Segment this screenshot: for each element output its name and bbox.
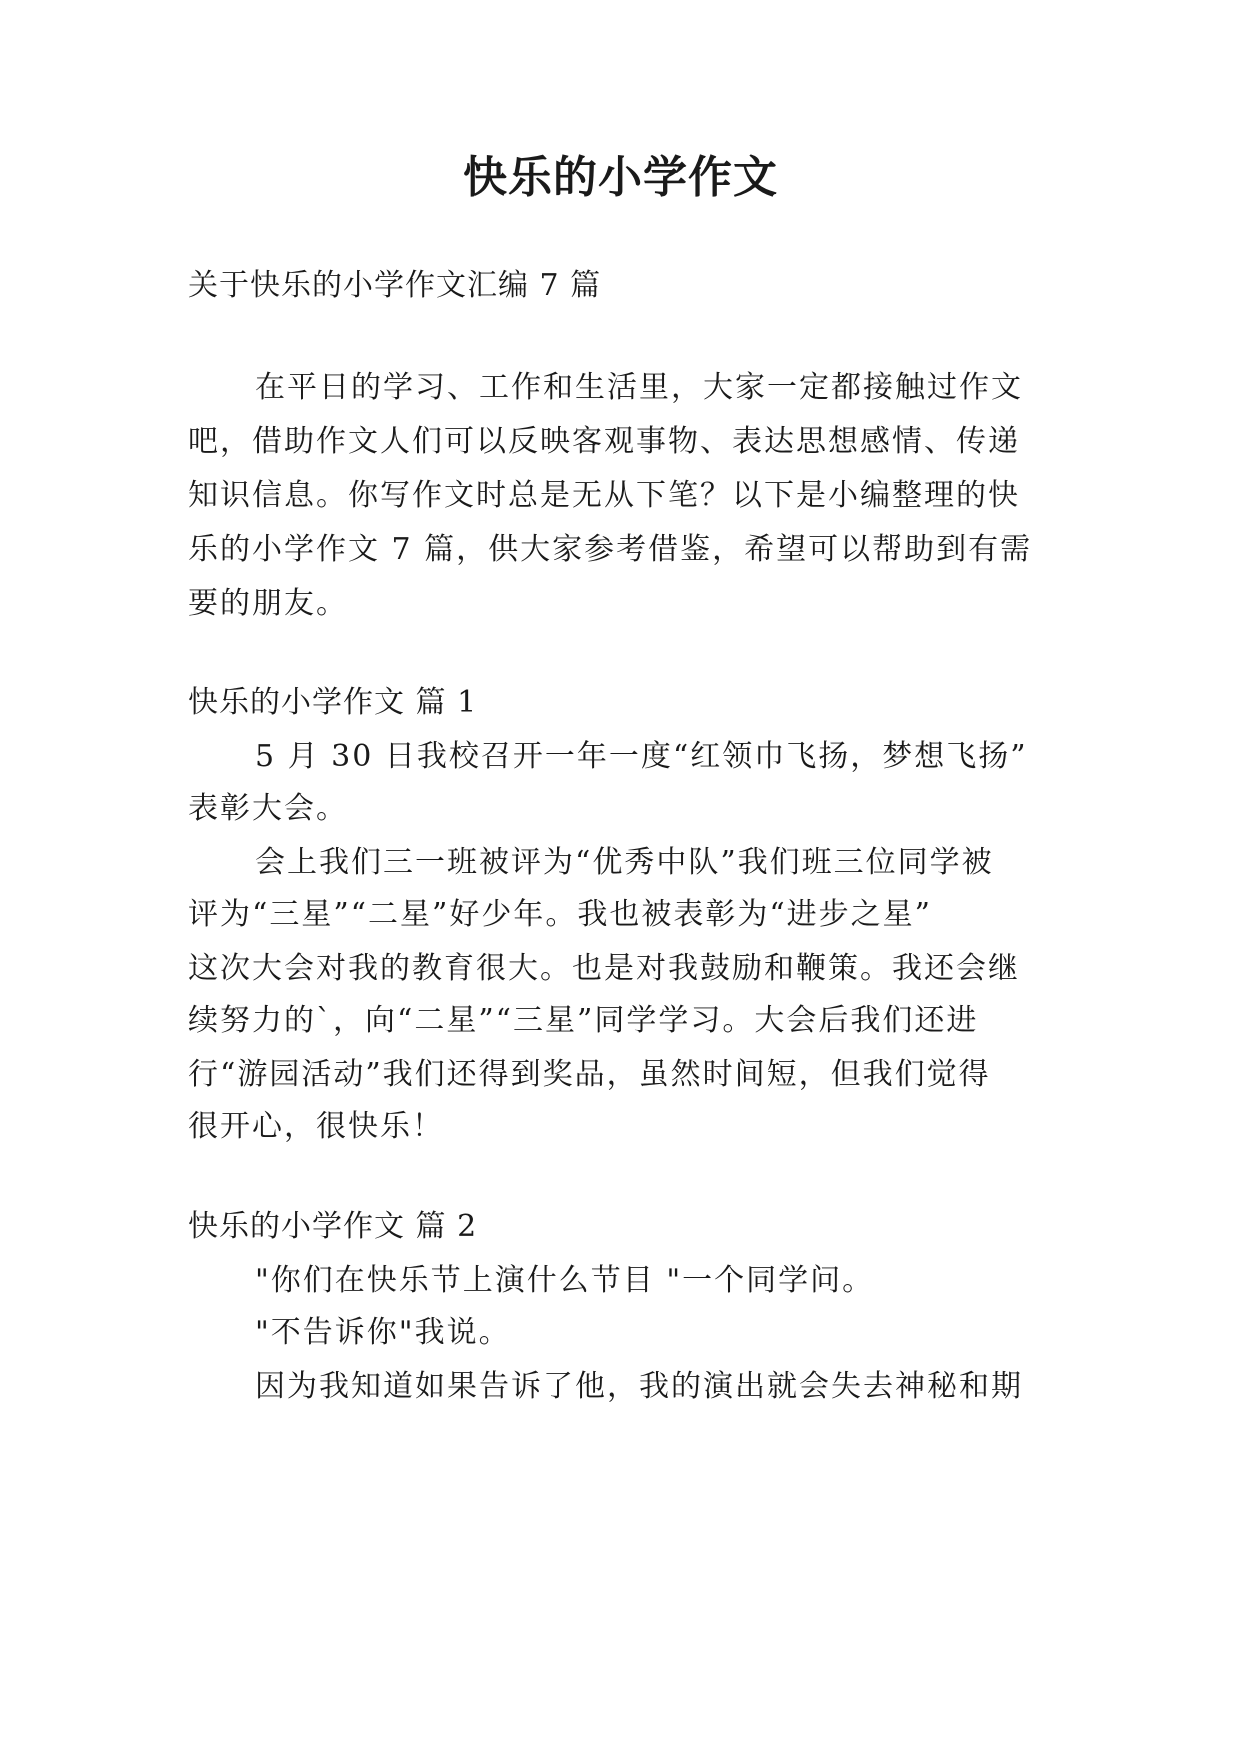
essay-1-line: 会上我们三一班被评为“优秀中队”我们班三位同学被 [255,845,994,880]
essay-2-heading: 快乐的小学作文 篇 2 [188,1209,478,1244]
intro-line: 知识信息。你写作文时总是无从下笔？以下是小编整理的快 [188,478,1020,513]
essay-2-line: "不告诉你"我说。 [255,1315,511,1350]
essay-2-line: "你们在快乐节上演什么节目 "一个同学问。 [255,1263,875,1298]
essay-1-line: 续努力的`，向“二星”“三星”同学学习。大会后我们还进 [188,1003,979,1038]
essay-1-line: 表彰大会。 [188,791,348,826]
document-subtitle: 关于快乐的小学作文汇编 7 篇 [188,268,602,303]
intro-line: 要的朋友。 [188,586,348,621]
essay-1-line: 5 月 30 日我校召开一年一度“红领巾飞扬，梦想飞扬” [255,739,1028,774]
intro-line: 在平日的学习、工作和生活里，大家一定都接触过作文 [255,370,1023,405]
document-title: 快乐的小学作文 [463,152,778,203]
intro-line: 吧，借助作文人们可以反映客观事物、表达思想感情、传递 [188,424,1020,459]
essay-1-line: 行“游园活动”我们还得到奖品，虽然时间短，但我们觉得 [188,1057,991,1092]
essay-1-line: 很开心，很快乐！ [188,1109,444,1144]
essay-1-heading: 快乐的小学作文 篇 1 [188,685,478,720]
essay-1-line: 这次大会对我的教育很大。也是对我鼓励和鞭策。我还会继 [188,951,1020,986]
essay-1-line: 评为“三星”“二星”好少年。我也被表彰为“进步之星” [188,897,933,932]
intro-line: 乐的小学作文 7 篇，供大家参考借鉴，希望可以帮助到有需 [188,532,1033,567]
essay-2-line: 因为我知道如果告诉了他，我的演出就会失去神秘和期 [255,1369,1023,1404]
